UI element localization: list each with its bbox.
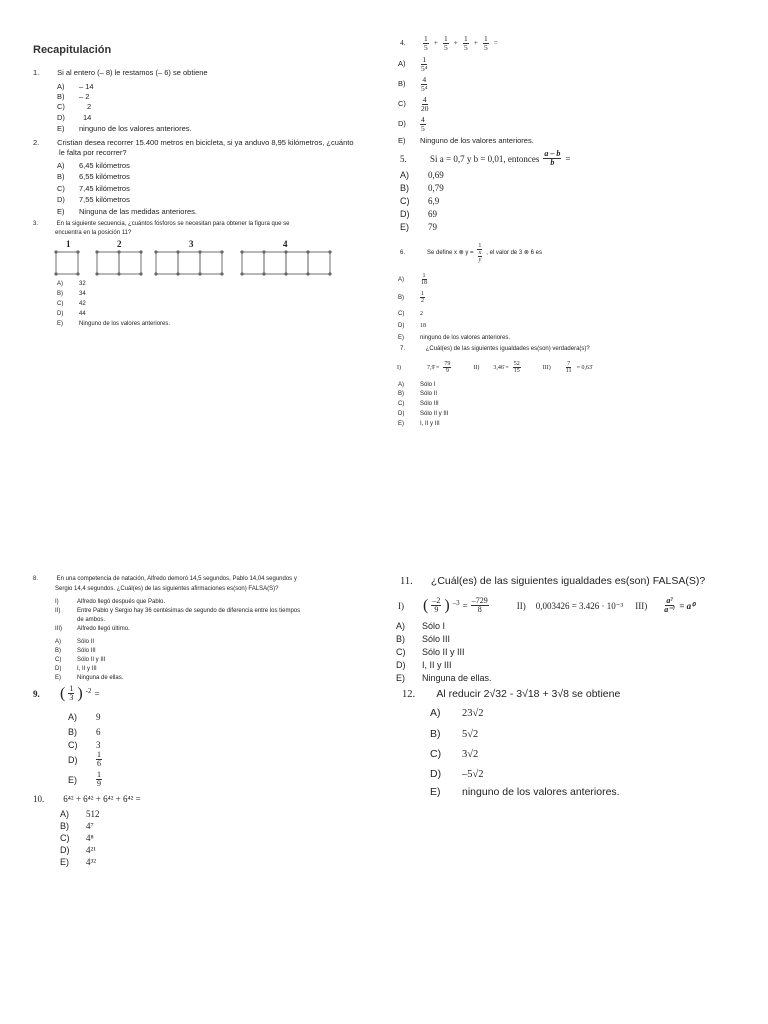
option-a: A) 0,69 bbox=[400, 170, 444, 180]
option-e: E) ninguno de los valores anteriores. bbox=[430, 786, 620, 798]
option-e: E) Ninguna de las medidas anteriores. bbox=[57, 207, 197, 216]
option-b: B) 5√2 bbox=[430, 728, 479, 740]
question-number: 10. bbox=[33, 794, 45, 804]
option-a: A) 9 bbox=[68, 712, 101, 722]
option-d: D) 69 bbox=[400, 209, 437, 219]
question-number: 5. bbox=[400, 153, 407, 164]
option-d: D) 4²¹ bbox=[60, 845, 96, 855]
option-e: E) Ninguna de ellas. bbox=[396, 673, 492, 683]
option-a: A) 6,45 kilómetros bbox=[57, 161, 130, 170]
option-e: E) I, II y III bbox=[398, 421, 440, 427]
option-d: D) 18 bbox=[398, 323, 426, 329]
option-b: B) 6,55 kilómetros bbox=[57, 172, 130, 181]
option-b: B) Sólo III bbox=[55, 648, 96, 654]
option-c: C) Sólo III bbox=[398, 401, 439, 407]
question-text: ¿Cuál(es) de las siguientes igualdades es(son) verdadera(s)? bbox=[425, 346, 590, 352]
option-a: A) 512 bbox=[60, 809, 100, 819]
option-d: D) 14 bbox=[57, 113, 92, 122]
option-c: C) Sólo II y III bbox=[396, 647, 465, 657]
option-b: B) – 2 bbox=[57, 92, 90, 101]
question-text: ¿Cuál(es) de las siguientes igualdades es(son) FALSA(S)? bbox=[430, 575, 706, 587]
q11-statements: I) ( $\frac{-2}{9}$ ) $^{-3}$ = $\frac{-729}{8}$ II) 0,003426 = 3.426 · 10⁻³ III) $\frac{\text{a⁷}}{\text{a⁻⁷}}$ = a⁰ bbox=[398, 596, 695, 614]
question-text-cont: Sergio 14,4 segundos. ¿Cuál(es) de las siguientes afirmaciones es(son) FALSA(S)? bbox=[55, 586, 279, 592]
option-b: B) $\frac{1}{2}$ bbox=[398, 291, 424, 304]
statement-i: I) Alfredo llegó después que Pablo. bbox=[55, 599, 166, 605]
question-number: 11. bbox=[400, 576, 413, 587]
option-b: B) 34 bbox=[57, 291, 86, 297]
fraction-term: $\frac{1}{5}$ bbox=[443, 34, 448, 52]
position-label-1: 1 bbox=[66, 239, 71, 249]
option-c: C) 7,45 kilómetros bbox=[57, 184, 130, 193]
option-a: A) Sólo I bbox=[398, 382, 436, 388]
option-d: D) $\frac{4}{5}$ bbox=[398, 115, 425, 133]
option-e: E) Ninguno de los valores anteriores. bbox=[398, 136, 534, 145]
option-c: C) Sólo II y III bbox=[55, 657, 106, 663]
matchstick-sequence-figure bbox=[52, 249, 342, 277]
option-e: E) $\frac{1}{9}$ bbox=[68, 770, 101, 788]
option-e: E) ninguno de los valores anteriores. bbox=[398, 335, 511, 341]
fraction-definition: $\frac{1}{\frac{x}{y}}$ bbox=[478, 243, 482, 263]
option-b: B) 4⁷ bbox=[60, 821, 94, 831]
question-text: Cristian desea recorrer 15.400 metros en bicicleta, si ya anduvo 8,95 kilómetros, ¿cuánto bbox=[57, 138, 354, 147]
position-label-4: 4 bbox=[283, 239, 288, 249]
option-d: D) 7,55 kilómetros bbox=[57, 195, 130, 204]
question-number: 12. bbox=[402, 689, 416, 700]
question-text: En una competencia de natación, Alfredo demoró 14,5 segundos, Pablo 14,04 segundos y bbox=[56, 576, 297, 582]
statement-ii: II) Entre Pablo y Sergio hay 36 centésimas de segundo de diferencia entre los tiempos bbox=[55, 608, 301, 614]
option-a: A) $\frac{1}{18}$ bbox=[398, 273, 427, 286]
question-text: Si a = 0,7 y b = 0,01, entonces bbox=[430, 153, 540, 164]
option-e: E) Ninguna de ellas. bbox=[55, 675, 124, 681]
option-d: D) I, II y III bbox=[55, 666, 97, 672]
question-number: 2. bbox=[33, 138, 40, 147]
question-text-cont: encuentra en la posición 11? bbox=[55, 230, 132, 236]
option-d: D) –5√2 bbox=[430, 768, 484, 780]
option-c: C) 3√2 bbox=[430, 748, 479, 760]
fraction-term: $\frac{1}{5}$ bbox=[463, 34, 468, 52]
option-c: C) 42 bbox=[57, 301, 86, 307]
fraction-term: $\frac{1}{5}$ bbox=[483, 34, 488, 52]
question-text-cont: le falta por recorrer? bbox=[59, 148, 127, 157]
q7-statements: I) 7,9̄ = $\frac{79}{9}$ II) 3,46̄ = $\frac{52}{15}$ III) $\frac{7}{11}$ = 0,63̄ bbox=[397, 361, 592, 374]
option-d: D) $\frac{1}{6}$ bbox=[68, 750, 101, 768]
fraction-expression: $\frac{a - b}{b}$ bbox=[544, 149, 561, 167]
option-e: E) ninguno de los valores anteriores. bbox=[57, 124, 192, 133]
position-label-3: 3 bbox=[189, 239, 194, 249]
position-label-2: 2 bbox=[117, 239, 122, 249]
option-b: B) Sólo II bbox=[398, 391, 438, 397]
option-a: A) – 14 bbox=[57, 82, 94, 91]
option-c: C) 6,9 bbox=[400, 196, 440, 206]
option-a: A) 32 bbox=[57, 281, 86, 287]
option-c: C) 3 bbox=[68, 740, 101, 750]
statement-ii-cont: de ambos. bbox=[77, 617, 106, 623]
question-number: 9. bbox=[33, 688, 40, 699]
page-title: Recapitulación bbox=[33, 44, 112, 56]
option-b: B) 0,79 bbox=[400, 183, 444, 193]
option-e: E) Ninguno de los valores anteriores. bbox=[57, 321, 171, 327]
option-b: B) Sólo III bbox=[396, 634, 451, 644]
statement-iii: III) Alfredo llegó último. bbox=[55, 626, 130, 632]
question-expression: 6⁴² + 6⁴² + 6⁴² + 6⁴² = bbox=[63, 794, 141, 804]
option-d: D) I, II y III bbox=[396, 660, 452, 670]
option-d: D) Sólo II y III bbox=[398, 411, 449, 417]
question-number: 7. bbox=[400, 346, 406, 352]
option-d: D) 44 bbox=[57, 311, 86, 317]
question-text: Si al entero (– 8) le restamos (– 6) se obtiene bbox=[57, 68, 208, 77]
option-a: A) Sólo II bbox=[55, 639, 95, 645]
option-c: C) $\frac{4}{20}$ bbox=[398, 95, 429, 113]
option-a: A) Sólo I bbox=[396, 621, 446, 631]
option-c: C) 2 bbox=[57, 102, 92, 111]
question-number: 6. bbox=[400, 250, 406, 256]
option-e: E) 4³² bbox=[60, 857, 96, 867]
fraction-term: $\frac{1}{5}$ bbox=[424, 34, 428, 52]
option-a: A) 23√2 bbox=[430, 707, 484, 719]
option-a: A) $\frac{1}{\text{5⁴}}$ bbox=[398, 55, 428, 73]
question-number: 1. bbox=[33, 68, 40, 77]
option-b: B) $\frac{4}{\text{5⁴}}$ bbox=[398, 75, 428, 93]
option-c: C) 2 bbox=[398, 311, 423, 317]
question-text: En la siguiente secuencia, ¿cuántos fósforos se necesitan para obtener la figura que se bbox=[56, 221, 290, 227]
option-c: C) 4⁸ bbox=[60, 833, 94, 843]
question-number: 3. bbox=[33, 221, 39, 227]
question-number: 4. bbox=[400, 38, 406, 47]
option-e: E) 79 bbox=[400, 222, 437, 232]
option-b: B) 6 bbox=[68, 727, 101, 737]
question-number: 8. bbox=[33, 576, 39, 582]
